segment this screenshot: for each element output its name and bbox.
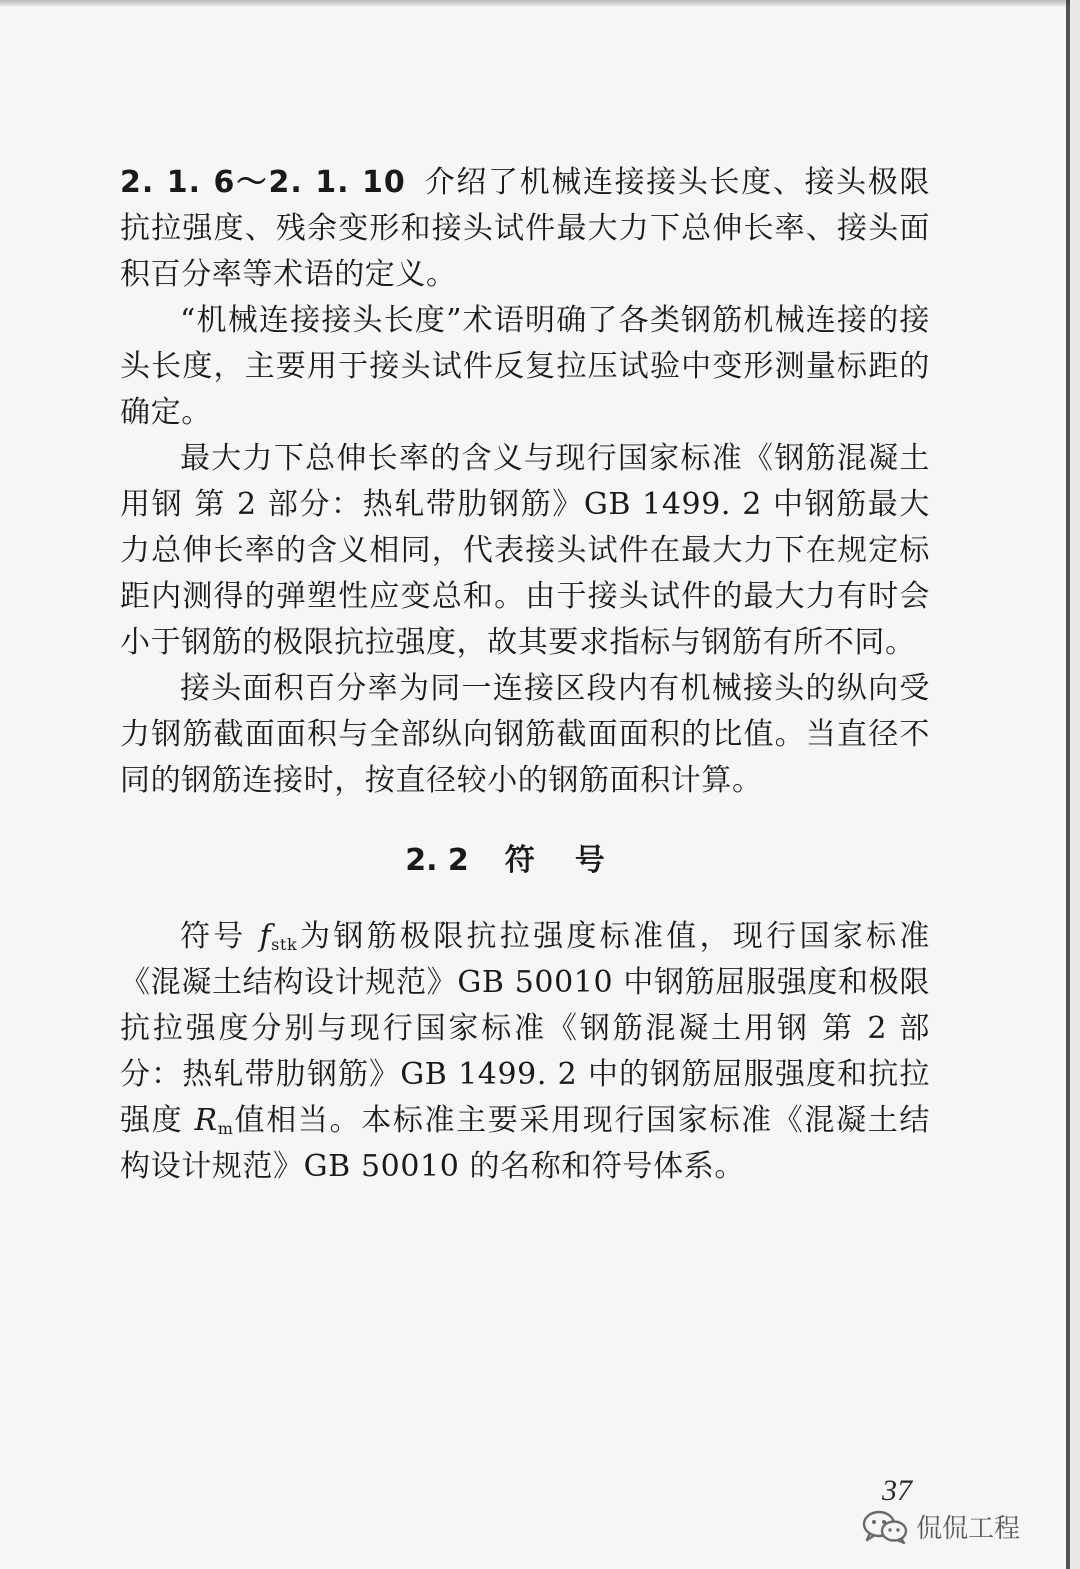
symbols-text-part2: 值相当。本标准主要采用现行国家标准《混凝土结构设计规范》GB 50010 的名称和符号体系。 bbox=[120, 1103, 930, 1184]
document-body bbox=[120, 160, 930, 1190]
page-number: 37 bbox=[882, 1474, 912, 1507]
symbol-r: R bbox=[194, 1103, 218, 1138]
symbol-f: f bbox=[259, 919, 272, 954]
symbols-prefix: 符号 bbox=[180, 919, 260, 954]
symbols-text-part1: 为钢筋极限抗拉强度标准值，现行国家标准《混凝土结构设计规范》GB 50010 中钢筋屈服强度和极限抗拉强度分别与现行国家标准《钢筋混凝土用钢 第 2 部分：热轧带肋钢筋》GB 1499. 2 中的钢筋屈服强度和抗拉强度 bbox=[120, 919, 930, 1138]
clause-text: 介绍了机械连接接头长度、接头极限抗拉强度、残余变形和接头试件最大力下总伸长率、接头面积百分率等术语的定义。 bbox=[120, 165, 930, 292]
paragraph-elongation: 最大力下总伸长率的含义与现行国家标准《钢筋混凝土用钢 第 2 部分：热轧带肋钢筋》GB 1499. 2 中钢筋最大力总伸长率的含义相同，代表接头试件在最大力下在规定标距内测得的弹塑性应变总和。由于接头试件的最大力有时会小于钢筋的极限抗拉强度，故其要求指标与钢筋有所不同。 bbox=[120, 441, 930, 660]
watermark bbox=[862, 1508, 1020, 1545]
page-right-edge bbox=[1066, 0, 1070, 1569]
paragraph-joint-length: “机械连接接头长度”术语明确了各类钢筋机械连接的接头长度，主要用于接头试件反复拉压试验中变形测量标距的确定。 bbox=[120, 303, 930, 430]
paragraph-symbols bbox=[120, 914, 930, 1190]
symbol-f-subscript: stk bbox=[271, 935, 298, 954]
paragraph-area-percentage: 接头面积百分率为同一连接区段内有机械接头的纵向受力钢筋截面面积与全部纵向钢筋截面面积的比值。当直径不同的钢筋连接时，按直径较小的钢筋面积计算。 bbox=[120, 671, 930, 798]
section-number: 2. 2 bbox=[405, 843, 469, 878]
section-title: 符号 bbox=[504, 843, 645, 878]
section-heading bbox=[120, 838, 930, 884]
watermark-text: 侃侃工程 bbox=[916, 1514, 1021, 1544]
page-top-edge bbox=[0, 0, 1080, 6]
symbol-r-subscript: m bbox=[217, 1119, 234, 1138]
page-right-margin bbox=[1070, 0, 1080, 1569]
wechat-icon bbox=[862, 1510, 908, 1544]
clause-number: 2. 1. 6～2. 1. 10 bbox=[120, 165, 406, 200]
clause-paragraph bbox=[120, 160, 930, 298]
